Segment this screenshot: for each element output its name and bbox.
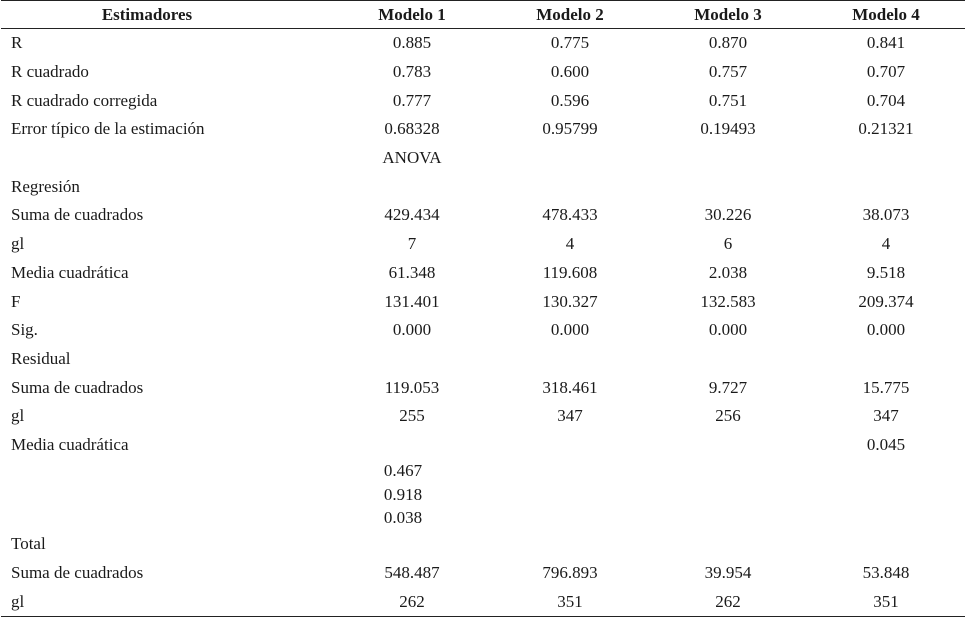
cell-modelo-4: 0.707 [866, 62, 906, 82]
cell-modelo-4: 351 [807, 587, 965, 616]
cell-modelo-3: 0.19493 [700, 119, 756, 139]
table-row [1, 587, 965, 616]
row-label: Suma de cuadrados [11, 562, 144, 582]
cell-modelo-1: 61.348 [388, 262, 436, 282]
cell-modelo-2: 4 [565, 234, 575, 254]
row-label: Error típico de la estimación [11, 119, 205, 139]
cell-modelo-3: 0.000 [708, 320, 748, 340]
cell-modelo-4: 9.518 [866, 262, 906, 282]
header-modelo-3: Modelo 3 [649, 1, 807, 29]
table-row [1, 86, 965, 115]
cell-modelo-2: 0.775 [550, 33, 590, 53]
stacked-value: 0.918 [383, 484, 423, 504]
cell-modelo-3: 39.954 [704, 562, 752, 582]
cell-modelo-4: 209.374 [858, 291, 914, 311]
row-label: gl [11, 234, 25, 254]
cell-modelo-4: 53.848 [862, 562, 910, 582]
cell-modelo-1: 262 [333, 587, 491, 616]
row-label: R cuadrado [11, 62, 89, 82]
row-label: Suma de cuadrados [11, 205, 144, 225]
row-label: Media cuadrática [11, 262, 129, 282]
cell-modelo-1: 429.434 [384, 205, 440, 225]
row-label: F [11, 291, 21, 311]
cell-modelo-2: 351 [491, 587, 649, 616]
cell-modelo-4: 38.073 [862, 205, 910, 225]
table-row [1, 431, 965, 460]
cell-modelo-1: 119.053 [384, 377, 440, 397]
cell-modelo-2: 478.433 [542, 205, 598, 225]
cell-modelo-1: 0.000 [392, 320, 432, 340]
cell-modelo-2: 0.000 [550, 320, 590, 340]
cell-modelo-1: 0.885 [392, 33, 432, 53]
cell-modelo-1: 548.487 [384, 562, 440, 582]
table-row [1, 402, 965, 431]
cell-modelo-3: 256 [715, 406, 741, 426]
cell-modelo-4: 0.21321 [858, 119, 914, 139]
table-row [1, 373, 965, 402]
cell-modelo-3: 132.583 [700, 291, 756, 311]
table-row [1, 287, 965, 316]
cell-modelo-4: 0.000 [866, 320, 906, 340]
stacked-values [384, 459, 422, 530]
row-label: R [11, 33, 23, 53]
header-modelo-2: Modelo 2 [491, 1, 649, 29]
section-row-anova [1, 144, 965, 173]
cell-modelo-2: 0.95799 [542, 119, 598, 139]
stacked-value: 0.467 [383, 461, 423, 481]
cell-modelo-2: 0.600 [550, 62, 590, 82]
cell-modelo-2: 0.596 [550, 90, 590, 110]
cell-modelo-1: 0.777 [392, 90, 432, 110]
header-modelo-1: Modelo 1 [333, 1, 491, 29]
cell-modelo-3: 30.226 [704, 205, 752, 225]
cell-modelo-4: 15.775 [862, 377, 910, 397]
cell-modelo-3: 2.038 [708, 262, 748, 282]
table-row [1, 115, 965, 144]
regression-summary-table [1, 0, 965, 617]
section-row-total [1, 530, 965, 559]
stacked-value: 0.038 [383, 508, 423, 528]
header-estimadores: Estimadores [1, 1, 333, 29]
cell-modelo-3: 9.727 [708, 377, 748, 397]
cell-modelo-4: 4 [881, 234, 891, 254]
table-body [1, 29, 965, 617]
anova-spacer [1, 144, 333, 173]
cell-modelo-1: 7 [407, 234, 417, 254]
table-row [1, 58, 965, 87]
cell-modelo-2: 796.893 [542, 562, 598, 582]
table-row [1, 316, 965, 345]
table-header [1, 1, 965, 29]
cell-modelo-4: 347 [873, 406, 899, 426]
table-row [1, 259, 965, 288]
section-label: Total [11, 534, 46, 554]
row-label: Suma de cuadrados [11, 377, 144, 397]
row-label: gl [1, 587, 333, 616]
cell-modelo-4: 0.704 [866, 90, 906, 110]
section-label: Regresión [11, 176, 80, 196]
table-row-stacked-values [1, 459, 965, 530]
cell-modelo-4: 0.045 [866, 434, 906, 454]
cell-modelo-3: 0.757 [708, 62, 748, 82]
cell-modelo-1: 0.68328 [384, 119, 440, 139]
cell-modelo-2: 130.327 [542, 291, 598, 311]
cell-modelo-2: 347 [557, 406, 583, 426]
table-row [1, 201, 965, 230]
cell-modelo-1: 0.783 [392, 62, 432, 82]
table-row [1, 230, 965, 259]
anova-heading: ANOVA [382, 148, 442, 168]
section-row-residual [1, 345, 965, 374]
row-label: R cuadrado corregida [11, 90, 158, 110]
header-modelo-4: Modelo 4 [807, 1, 965, 29]
cell-modelo-1-stack [333, 459, 491, 530]
row-label: Sig. [11, 320, 38, 340]
cell-modelo-2: 119.608 [542, 262, 598, 282]
cell-modelo-3: 262 [649, 587, 807, 616]
cell-modelo-1: 255 [399, 406, 425, 426]
cell-modelo-2: 318.461 [542, 377, 598, 397]
statistics-table-container [1, 0, 965, 617]
cell-modelo-1: 131.401 [384, 291, 440, 311]
section-row-regresion [1, 172, 965, 201]
cell-modelo-3: 0.870 [708, 33, 748, 53]
row-label: Media cuadrática [11, 434, 129, 454]
cell-modelo-4: 0.841 [866, 33, 906, 53]
row-label: gl [11, 406, 25, 426]
section-label: Residual [11, 348, 71, 368]
table-row [1, 29, 965, 58]
table-row [1, 559, 965, 588]
cell-modelo-3: 6 [723, 234, 733, 254]
header-row [1, 1, 965, 29]
cell-modelo-3: 0.751 [708, 90, 748, 110]
